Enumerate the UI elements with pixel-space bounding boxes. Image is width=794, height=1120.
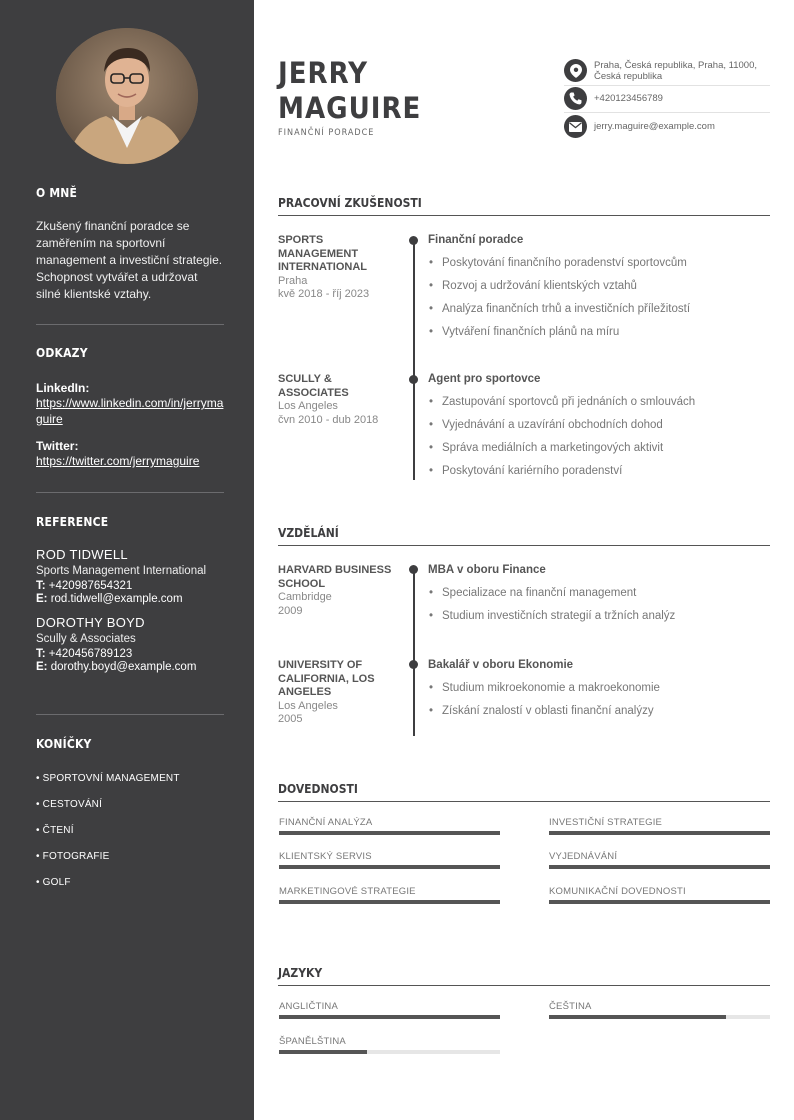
- education-bullet: • Získání znalostí v oblasti finanční analýzy: [428, 705, 770, 718]
- reference-email-label: E:: [36, 661, 48, 673]
- education-degree: Bakalář v oboru Ekonomie: [428, 659, 574, 671]
- phone-icon: [564, 87, 587, 110]
- experience-bullet: • Analýza finančních trhů a investičních příležitostí: [428, 303, 770, 316]
- skill-bar: [549, 865, 770, 869]
- experience-timeline: [413, 240, 415, 480]
- reference-phone-label: T:: [36, 580, 46, 592]
- reference-company: Sports Management International: [36, 565, 207, 577]
- skill-bar-fill: [549, 831, 770, 835]
- about-text: Zkušený finanční poradce se zaměřením na sportovní management a investiční strategie. Schopnost vytvářet a udržovat silné klientské vztahy.: [36, 219, 223, 301]
- experience-role: Finanční poradce: [428, 234, 524, 246]
- contact-address: [564, 59, 770, 82]
- hobby-item: • GOLF: [36, 877, 71, 888]
- language-bar: [549, 1015, 770, 1019]
- timeline-dot: [409, 236, 418, 245]
- reference-company: Scully & Associates: [36, 633, 136, 645]
- skill-bar-fill: [279, 900, 500, 904]
- skill-label: FINANČNÍ ANALÝZA: [279, 817, 373, 828]
- phone-text: +420123456789: [594, 93, 663, 104]
- divider: [564, 85, 770, 86]
- profile-photo: [56, 28, 198, 164]
- skills-title: DOVEDNOSTI: [278, 782, 770, 802]
- contact-email: [564, 115, 770, 138]
- skill-bar-fill: [549, 865, 770, 869]
- reference-email[interactable]: dorothy.boyd@example.com: [50, 661, 197, 673]
- skill-label: VYJEDNÁVÁNÍ: [549, 851, 618, 862]
- skill-item: [549, 851, 770, 869]
- experience-org-block: [278, 234, 393, 302]
- reference-phone: +420987654321: [48, 580, 133, 592]
- mail-icon: [564, 115, 587, 138]
- skill-bar-fill: [279, 865, 500, 869]
- divider: [36, 324, 224, 325]
- skill-item: [279, 851, 500, 869]
- name-line-2: MAGUIRE: [278, 91, 422, 125]
- references-section: [36, 515, 224, 673]
- experience-bullet: • Správa mediálních a marketingových aktivit: [428, 442, 770, 455]
- language-item: [549, 1001, 770, 1019]
- hobbies-section: [36, 737, 224, 903]
- skill-bar-fill: [279, 831, 500, 835]
- about-title: O MNĚ: [36, 186, 78, 200]
- divider: [36, 714, 224, 715]
- address-text: Praha, Česká republika, Praha, 11000, Česká republika: [594, 59, 758, 82]
- education-org-block: [278, 564, 393, 618]
- experience-bullet: • Zastupování sportovců při jednáních o smlouvách: [428, 396, 770, 409]
- education-details: [428, 659, 770, 728]
- language-bar-fill: [279, 1015, 500, 1019]
- skill-label: KOMUNIKAČNÍ DOVEDNOSTI: [549, 886, 686, 897]
- education-org: HARVARD BUSINESS SCHOOL: [278, 564, 392, 590]
- skill-label: MARKETINGOVÉ STRATEGIE: [279, 886, 416, 897]
- hobby-item: • ČTENÍ: [36, 825, 74, 836]
- reference-name: ROD TIDWELL: [36, 547, 128, 562]
- email-text[interactable]: jerry.maguire@example.com: [594, 121, 715, 132]
- links-section: [36, 346, 224, 469]
- hobby-item: • FOTOGRAFIE: [36, 851, 110, 862]
- experience-bullet: • Poskytování kariérního poradenství: [428, 465, 770, 478]
- reference-item: [36, 547, 224, 605]
- education-location: Los Angeles: [278, 699, 338, 712]
- experience-location: Los Angeles: [278, 400, 338, 412]
- language-bar-fill: [549, 1015, 726, 1019]
- reference-email[interactable]: rod.tidwell@example.com: [50, 593, 183, 605]
- skill-item: [279, 886, 500, 904]
- education-org: UNIVERSITY OF CALIFORNIA, LOS ANGELES: [278, 659, 375, 698]
- experience-details: [428, 234, 770, 349]
- reference-phone: +420456789123: [48, 648, 133, 660]
- timeline-dot: [409, 565, 418, 574]
- references-title: REFERENCE: [36, 515, 109, 529]
- hobby-item: • CESTOVÁNÍ: [36, 799, 103, 810]
- education-timeline: [413, 568, 415, 736]
- language-label: ČEŠTINA: [549, 1001, 592, 1012]
- experience-dates: čvn 2010 - dub 2018: [278, 413, 379, 426]
- hobbies-title: KONÍČKY: [36, 737, 92, 751]
- education-dates: 2009: [278, 604, 303, 617]
- language-item: [279, 1036, 500, 1054]
- experience-org-block: [278, 373, 393, 427]
- skill-label: KLIENTSKÝ SERVIS: [279, 851, 372, 862]
- experience-bullet: • Poskytování finančního poradenství sportovcům: [428, 257, 770, 270]
- education-bullet: • Specializace na finanční management: [428, 587, 770, 600]
- name-line-1: JERRY: [278, 56, 369, 90]
- education-dates: 2005: [278, 713, 303, 725]
- education-bullet: • Studium mikroekonomie a makroekonomie: [428, 682, 770, 695]
- timeline-dot: [409, 660, 418, 669]
- skill-bar: [549, 900, 770, 904]
- education-degree: MBA v oboru Finance: [428, 564, 546, 576]
- skill-bar: [279, 900, 500, 904]
- experience-title: PRACOVNÍ ZKUŠENOSTI: [278, 196, 770, 216]
- job-title: FINANČNÍ PORADCE: [278, 128, 375, 138]
- skill-item: [549, 817, 770, 835]
- location-pin-icon: [564, 59, 587, 82]
- sidebar: [0, 0, 254, 1120]
- experience-bullet: • Rozvoj a udržování klientských vztahů: [428, 280, 770, 293]
- experience-bullet: • Vyjednávání a uzavírání obchodních dohod: [428, 419, 770, 432]
- twitter-label: Twitter:: [36, 439, 79, 453]
- experience-details: [428, 373, 770, 488]
- reference-name: DOROTHY BOYD: [36, 615, 145, 630]
- divider: [564, 112, 770, 113]
- twitter-link[interactable]: https://twitter.com/jerrymaguire: [36, 454, 200, 468]
- skill-item: [549, 886, 770, 904]
- skill-bar-fill: [549, 900, 770, 904]
- experience-role: Agent pro sportovce: [428, 373, 541, 385]
- skill-label: INVESTIČNÍ STRATEGIE: [549, 817, 663, 828]
- contact-phone: [564, 87, 770, 110]
- divider: [36, 492, 224, 493]
- reference-email-label: E:: [36, 593, 48, 605]
- experience-dates: kvě 2018 - říj 2023: [278, 288, 370, 300]
- languages-title: JAZYKY: [278, 966, 770, 986]
- education-details: [428, 564, 770, 633]
- education-org-block: [278, 659, 393, 727]
- skill-bar: [279, 865, 500, 869]
- linkedin-link[interactable]: https://www.linkedin.com/in/jerrymaguire: [36, 396, 224, 426]
- about-section: [36, 186, 224, 303]
- skill-bar: [549, 831, 770, 835]
- education-title: VZDĚLÁNÍ: [278, 526, 770, 546]
- language-bar: [279, 1050, 500, 1054]
- timeline-dot: [409, 375, 418, 384]
- reference-phone-label: T:: [36, 648, 46, 660]
- experience-org: SPORTS MANAGEMENT INTERNATIONAL: [278, 234, 368, 273]
- experience-org: SCULLY & ASSOCIATES: [278, 373, 349, 399]
- linkedin-label: LinkedIn:: [36, 381, 90, 395]
- language-item: [279, 1001, 500, 1019]
- language-label: ŠPANĚLŠTINA: [279, 1036, 346, 1047]
- hobby-item: • SPORTOVNÍ MANAGEMENT: [36, 773, 180, 784]
- skill-bar: [279, 831, 500, 835]
- person-name: [278, 56, 421, 126]
- language-label: ANGLIČTINA: [279, 1001, 339, 1012]
- reference-item: [36, 615, 224, 673]
- language-bar-fill: [279, 1050, 367, 1054]
- experience-location: Praha: [278, 274, 308, 287]
- experience-bullet: • Vytváření finančních plánů na míru: [428, 326, 770, 339]
- links-title: ODKAZY: [36, 346, 88, 360]
- skill-item: [279, 817, 500, 835]
- education-bullet: • Studium investičních strategií a tržních analýz: [428, 610, 770, 623]
- education-location: Cambridge: [278, 591, 332, 603]
- language-bar: [279, 1015, 500, 1019]
